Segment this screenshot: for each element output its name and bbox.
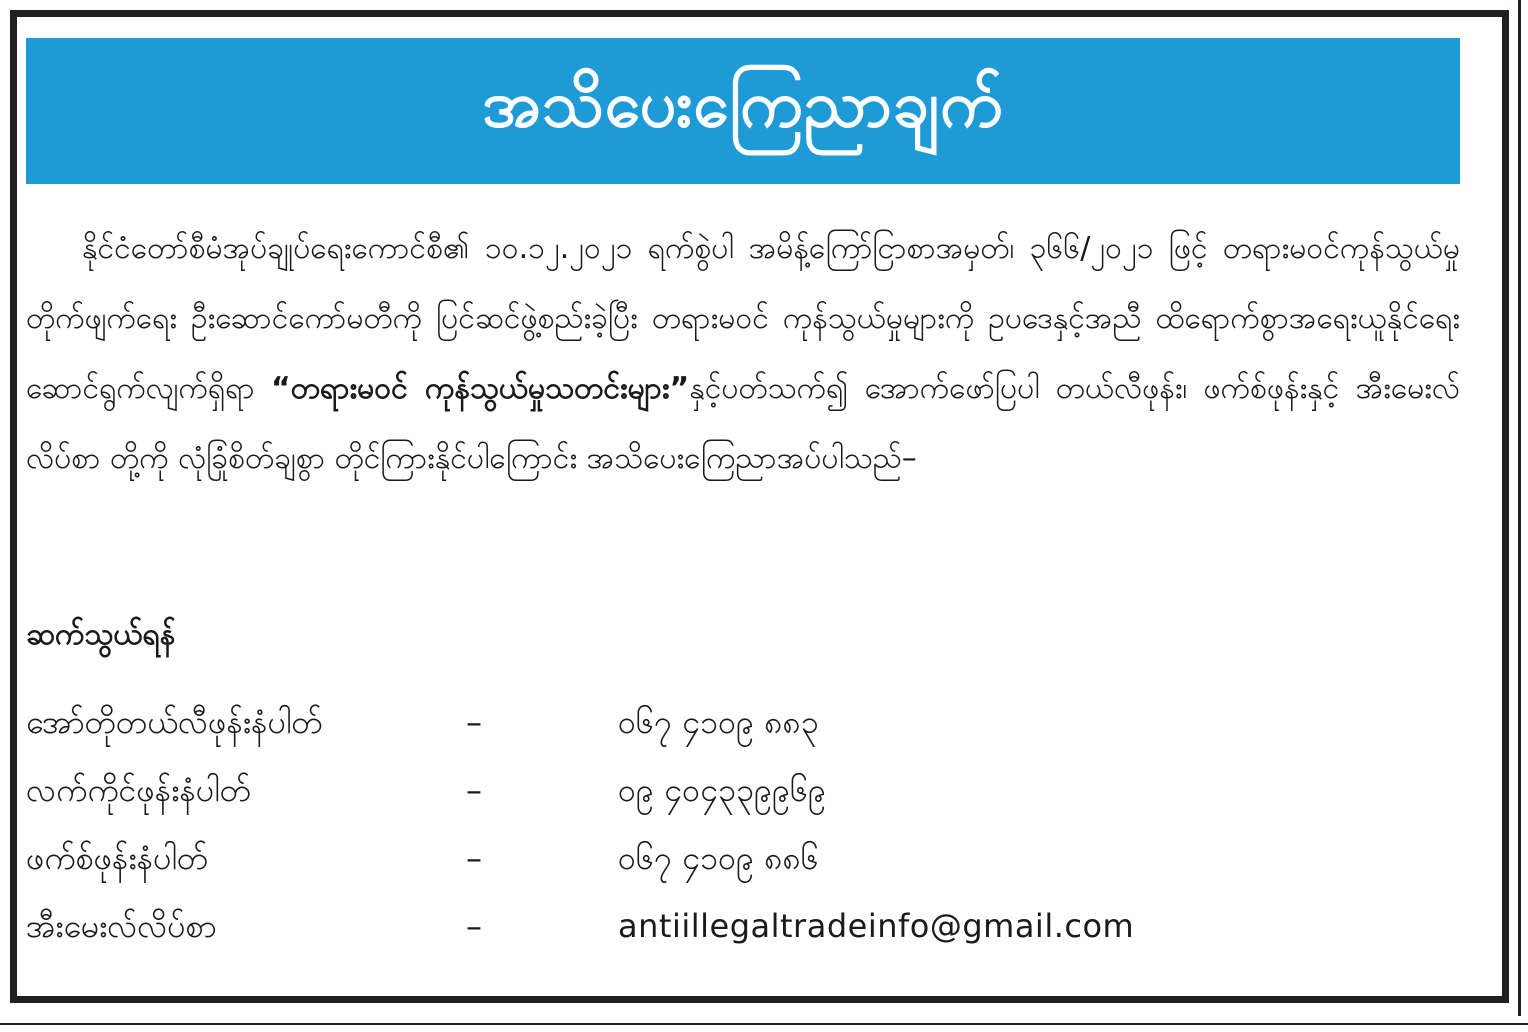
contact-value: ၀၉ ၄၀၄၃၃၉၉၆၉ xyxy=(618,771,827,809)
title-banner xyxy=(26,38,1460,184)
contact-row-auto-telephone xyxy=(26,688,1326,756)
paragraph-text-part2: နှင့်ပတ်သက်၍ အောက်ဖော်ပြပါ တယ်လီဖုန်း၊ ဖက်စ်ဖုန်းနှင့် အီးမေးလ်လိပ်စာ တို့ကို လုံခြုံစိတ်ချစွာ တိုင်ကြားနိုင်ပါကြောင်း အသိပေးကြေညာအပ်ပါသည်– xyxy=(26,371,1460,476)
email-address: antiillegaltradeinfo@gmail.com xyxy=(618,907,1135,945)
contact-row-fax xyxy=(26,824,1326,892)
contact-label: အော်တိုတယ်လီဖုန်းနံပါတ် xyxy=(26,703,323,741)
contact-row-mobile xyxy=(26,756,1326,824)
notice-body-paragraph xyxy=(26,214,1460,494)
contact-dash: – xyxy=(466,907,482,945)
paragraph-bold-phrase: “တရားမဝင် ကုန်သွယ်မှုသတင်းများ” xyxy=(271,371,690,406)
right-border-rule xyxy=(1518,0,1521,1016)
contact-dash: – xyxy=(466,703,482,741)
notice-title: အသိပေးကြေညာချက် xyxy=(482,68,1004,142)
paragraph-text-part1: နိုင်ငံတော်စီမံအုပ်ချုပ်ရေးကောင်စီ၏ ၁၀.၁၂.၂၀၂၁ ရက်စွဲပါ အမိန့်ကြော်ငြာစာအမှတ်၊ ၃၆၆/၂၀၂၁ ဖြင့် တရားမဝင်ကုန်သွယ်မှုတိုက်ဖျက်ရေး ဦးဆောင်ကော်မတီကို ပြင်ဆင်ဖွဲ့စည်းခဲ့ပြီး တရားမဝင် ကုန်သွယ်မှုများကို ဥပဒေနှင့်အညီ ထိရောက်စွာအရေးယူနိုင်ရေး ဆောင်ရွက်လျက်ရှိရာ xyxy=(26,231,1460,406)
bottom-border-rule xyxy=(0,1023,1528,1025)
contact-dash: – xyxy=(466,839,482,877)
contact-row-email xyxy=(26,892,1326,960)
contact-value: ၀၆၇ ၄၁၀၉ ၈၈၆ xyxy=(618,839,819,877)
contact-list xyxy=(26,688,1326,960)
contact-label: ဖက်စ်ဖုန်းနံပါတ် xyxy=(26,839,209,877)
contact-label: အီးမေးလ်လိပ်စာ xyxy=(26,907,217,945)
contact-value: ၀၆၇ ၄၁၀၉ ၈၈၃ xyxy=(618,703,819,741)
contact-label: လက်ကိုင်ဖုန်းနံပါတ် xyxy=(26,771,251,809)
contact-dash: – xyxy=(466,771,482,809)
contact-heading: ဆက်သွယ်ရန် xyxy=(26,617,176,652)
